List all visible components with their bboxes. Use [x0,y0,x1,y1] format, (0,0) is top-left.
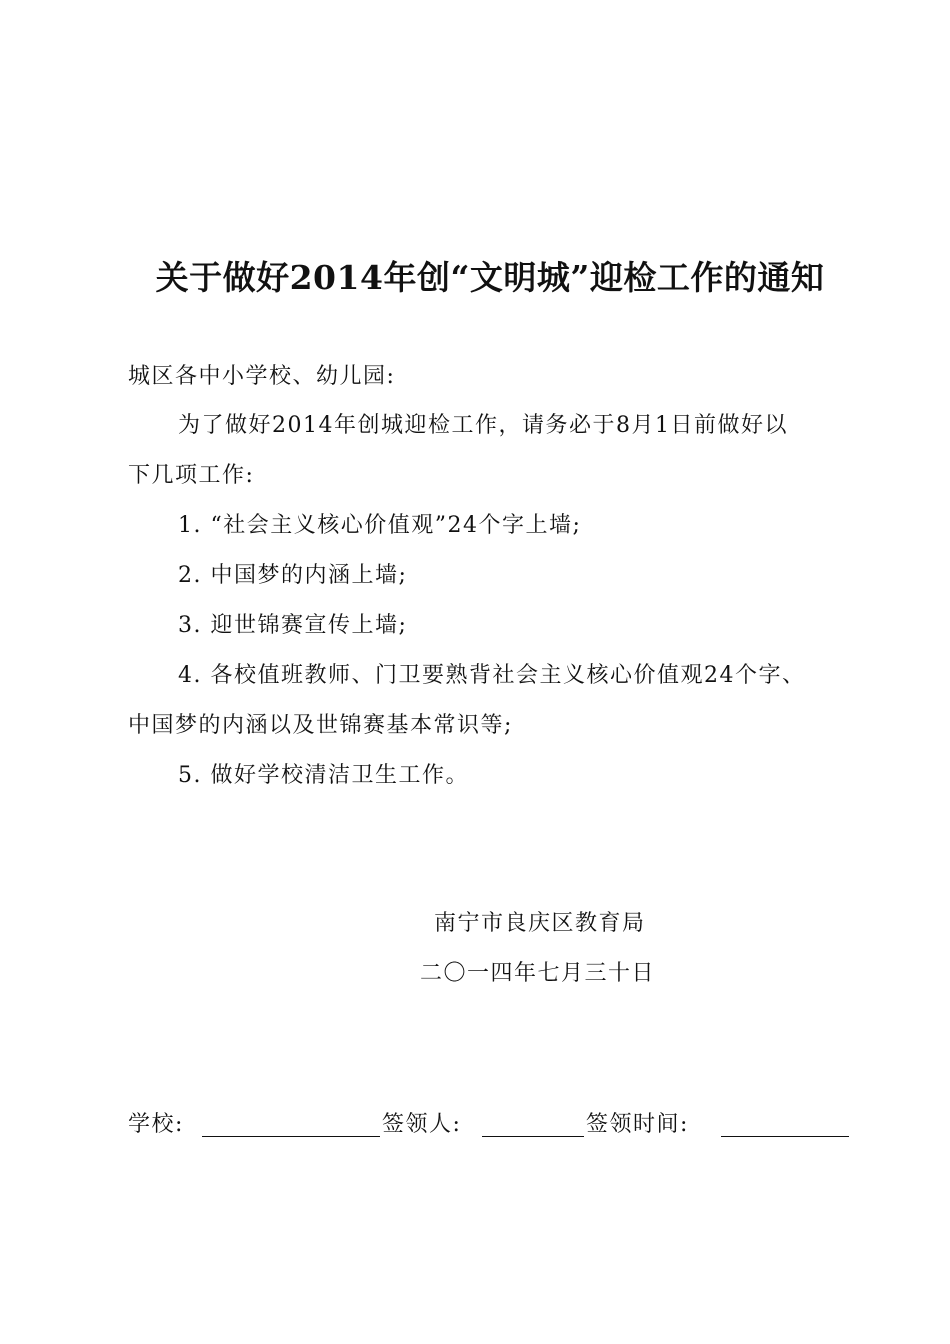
intro-paragraph-line-2: 下几项工作: [128,463,255,488]
salutation: 城区各中小学校、幼儿园: [128,364,396,389]
intro-paragraph-line-1: 为了做好2014年创城迎检工作，请务必于8月1日前做好以 [178,413,788,438]
list-item: 3. 迎世锦赛宣传上墙; [178,613,408,638]
school-label: 学校: [128,1112,184,1137]
list-item: 1. “社会主义核心价值观”24个字上墙; [178,513,582,538]
signoff-row [128,1110,858,1140]
receiver-label: 签领人: [382,1112,462,1137]
receive-time-blank-line [721,1136,849,1137]
list-item: 4. 各校值班教师、门卫要熟背社会主义核心价值观24个字、 [178,663,806,688]
receive-time-label: 签领时间: [586,1112,689,1137]
list-item-continuation: 中国梦的内涵以及世锦赛基本常识等; [128,713,513,738]
list-item: 2. 中国梦的内涵上墙; [178,563,408,588]
document-title: 关于做好2014年创“文明城”迎检工作的通知 [155,258,825,297]
issue-date: 二〇一四年七月三十日 [420,961,656,986]
school-blank-line [202,1136,380,1137]
receiver-blank-line [482,1136,584,1137]
list-item: 5. 做好学校清洁卫生工作。 [178,763,469,788]
issuer-name: 南宁市良庆区教育局 [434,911,646,936]
